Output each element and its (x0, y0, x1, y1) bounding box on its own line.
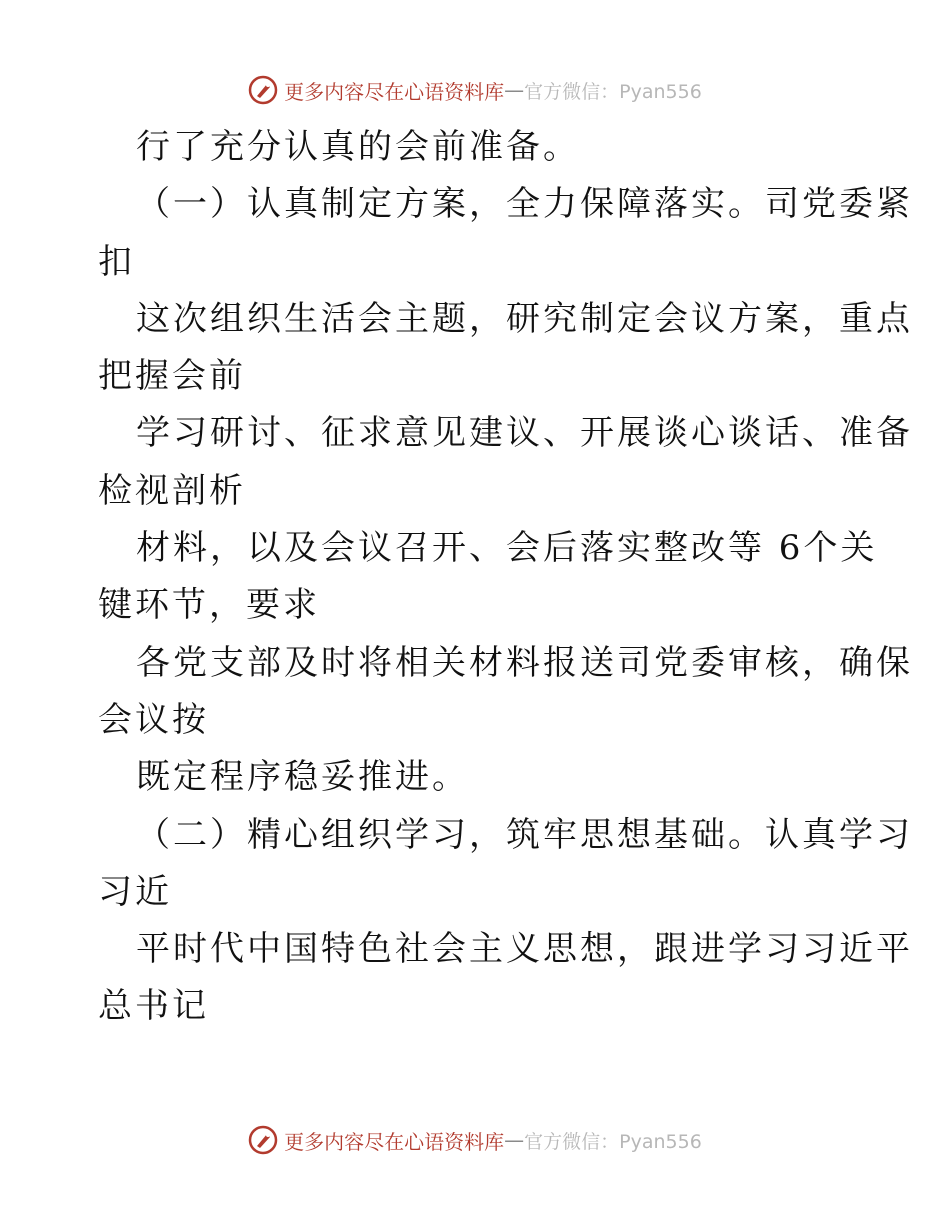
document-body (98, 119, 913, 1036)
text-line: 既定程序稳妥推进。 (136, 757, 469, 798)
text-line: 学习研讨、征求意见建议、开展谈心谈话、准备 (136, 413, 913, 454)
header-separator: — (504, 78, 525, 102)
footer-wechat-text: 官方微信：Pyan556 (524, 1130, 702, 1153)
text-line: 检视剖析 (98, 470, 246, 511)
text-line: 平时代中国特色社会主义思想，跟进学习习近平 (136, 929, 913, 970)
header-banner (0, 70, 950, 110)
footer-banner (0, 1120, 950, 1160)
text-line: 这次组织生活会主题，研究制定会议方案，重点 (136, 298, 913, 339)
text-line: 会议按 (98, 699, 209, 740)
text-line: 行了充分认真的会前准备。 (136, 127, 580, 167)
text-line: 材料，以及会议召开、会后落实整改等 6个关 (136, 528, 878, 569)
text-line: （一）认真制定方案，全力保障落实。司党委紧 (136, 184, 913, 225)
pen-logo-icon (248, 1125, 278, 1155)
text-line: 扣 (98, 241, 135, 282)
text-line: （二）精心组织学习，筑牢思想基础。认真学习 (136, 814, 913, 855)
footer-separator: — (504, 1128, 525, 1152)
text-line: 习近 (98, 871, 172, 912)
pen-logo-icon (248, 75, 278, 105)
text-line: 总书记 (98, 986, 209, 1027)
header-wechat-text: 官方微信：Pyan556 (524, 80, 702, 103)
header-promo-text: 更多内容尽在心语资料库 (284, 79, 505, 104)
text-line: 键环节，要求 (98, 585, 320, 626)
text-line: 各党支部及时将相关材料报送司党委审核，确保 (136, 642, 913, 683)
text-line: 把握会前 (98, 356, 246, 397)
footer-promo-text: 更多内容尽在心语资料库 (284, 1129, 505, 1154)
